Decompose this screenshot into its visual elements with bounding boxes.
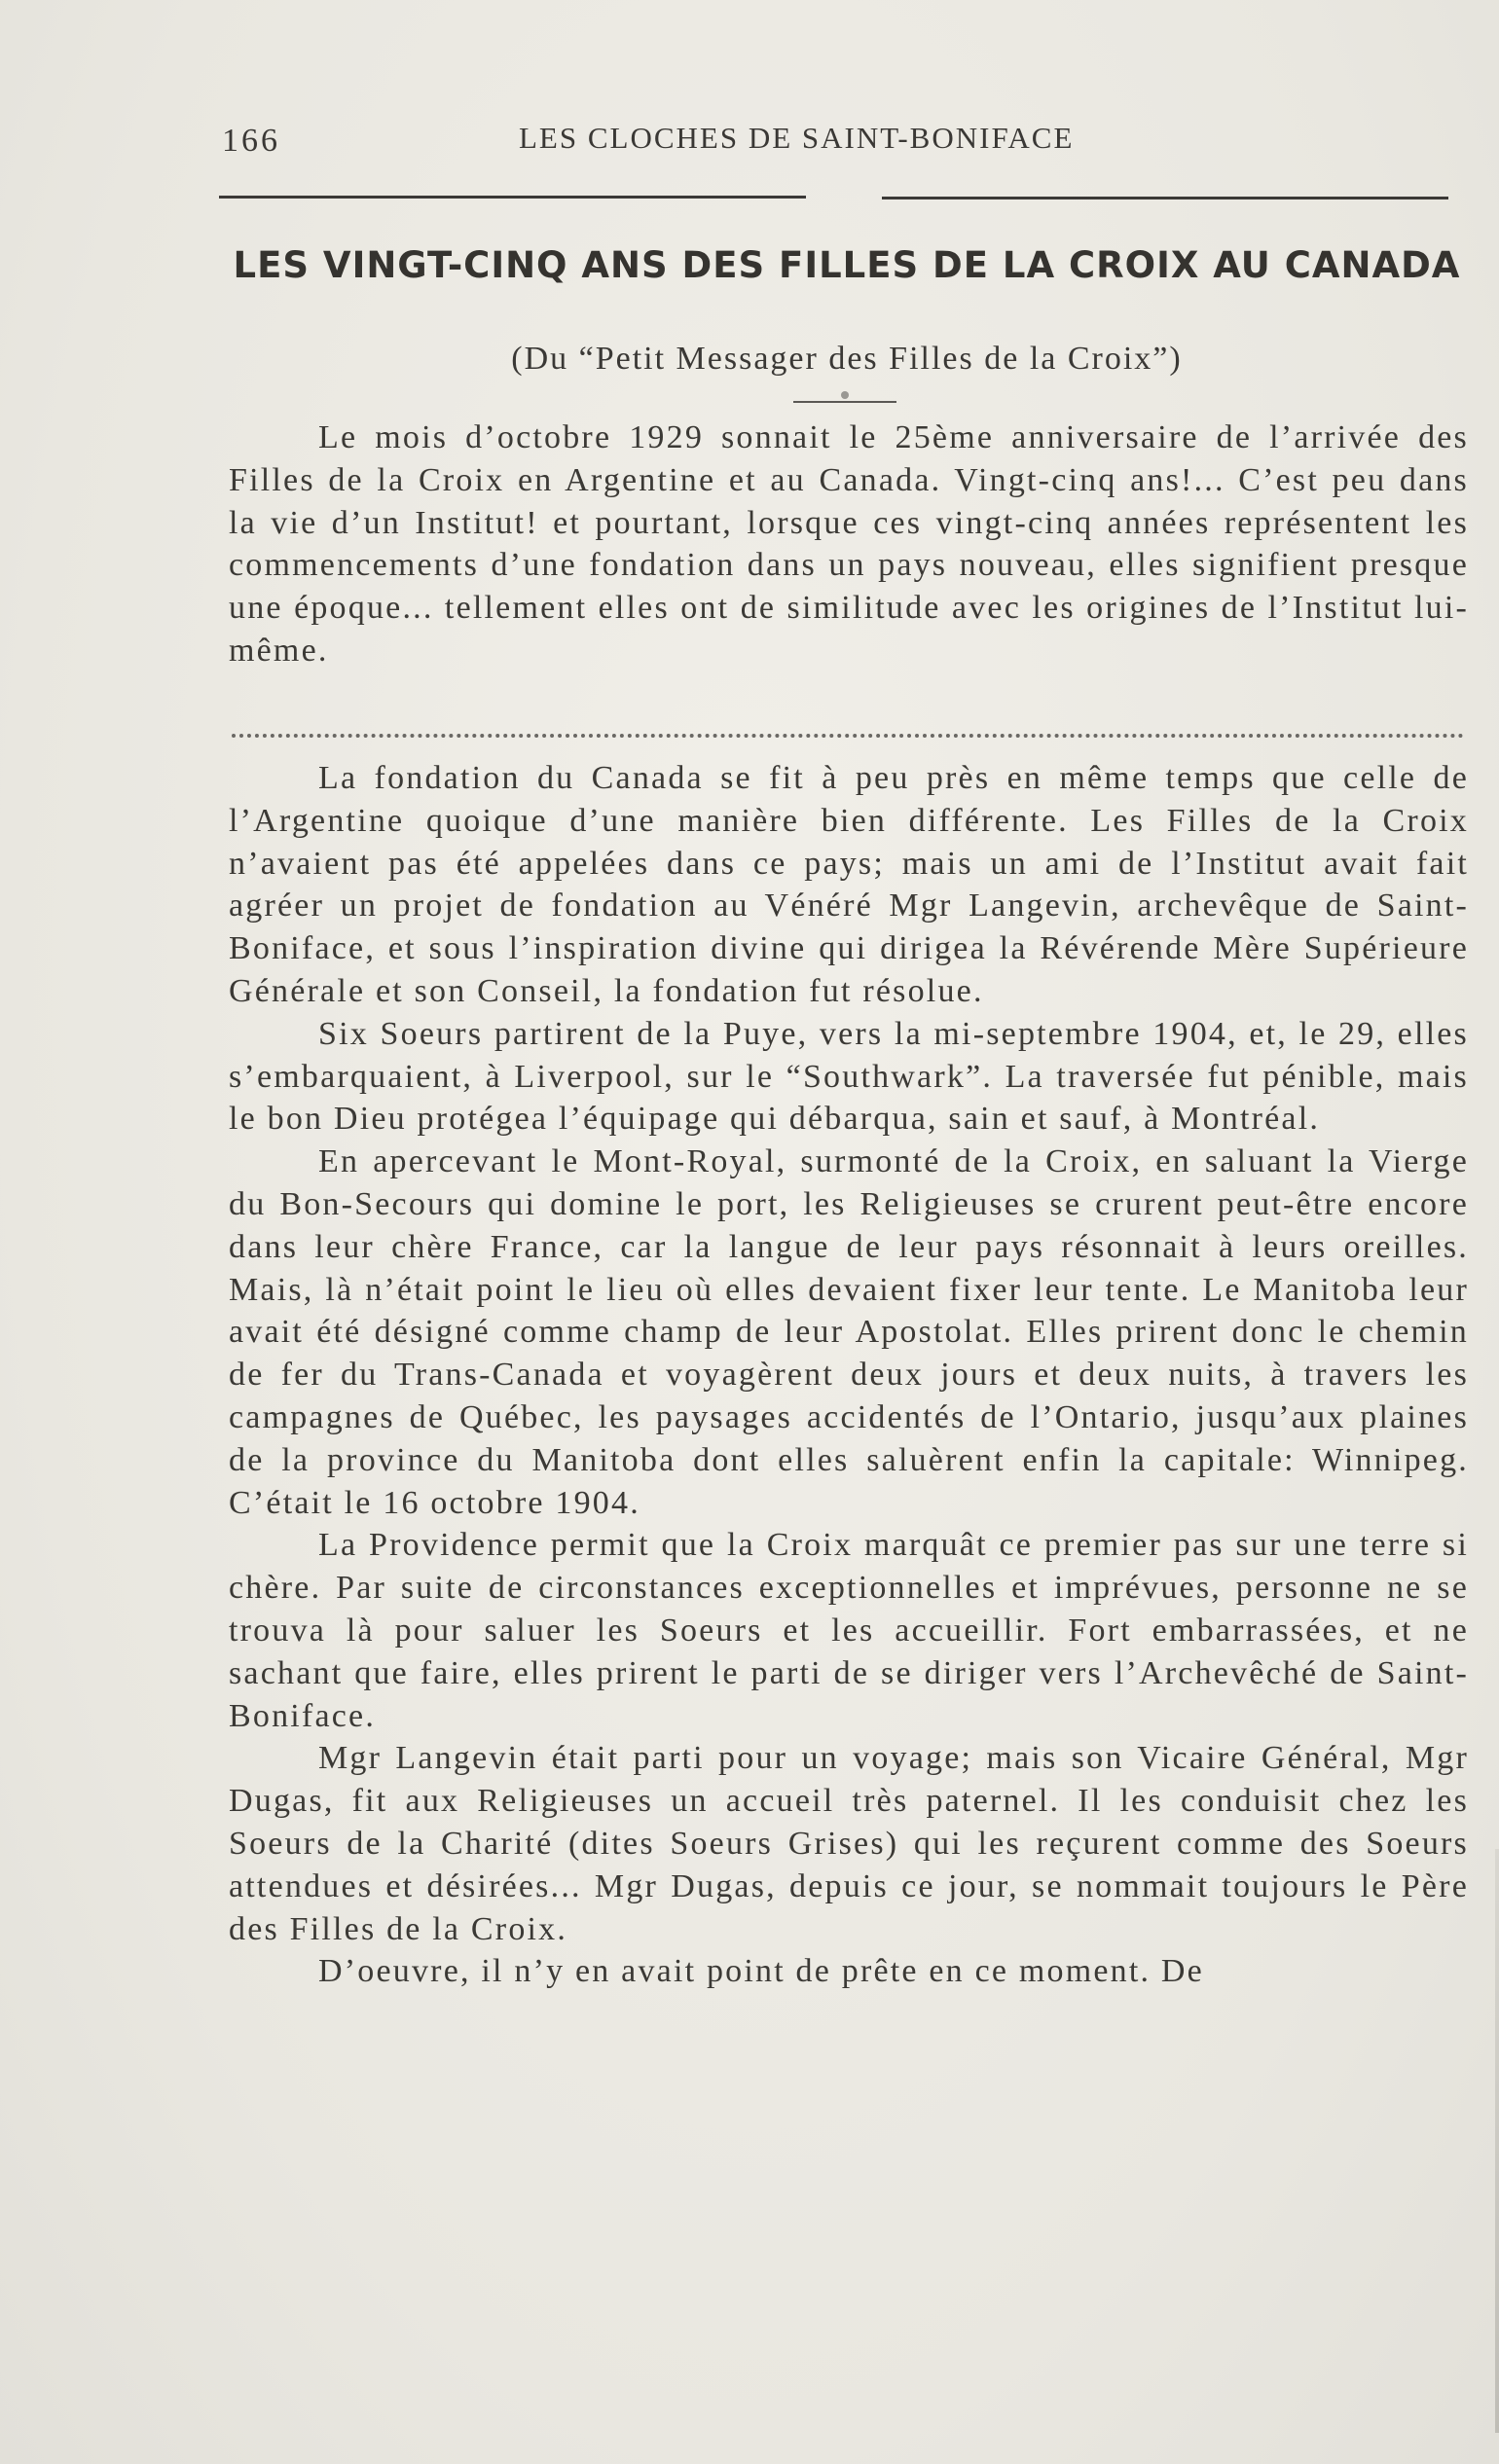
paragraph: D’oeuvre, il n’y en avait point de prête en ce moment. De (318, 1953, 1204, 1990)
intro-section (229, 417, 1469, 672)
paragraph: Six Soeurs partirent de la Puye, vers la mi-septembre 1904, et, le 29, elles s’embarquaient, à Liverpool, sur le “Southwark”. La traversée fut pénible, mais le bon Dieu protégea l’équipage qui débarqua, sain et sauf, à Montréal. (229, 1015, 1469, 1138)
ornament-rule (793, 401, 896, 403)
paragraph: La Providence permit que la Croix marquât ce premier pas sur une terre si chère. Par suite de circonstances exceptionnelles et imprévues, personne ne se trouva là pour saluer les Soeurs et les accueillir. Fort embarrassées, et ne sachant que faire, elles prirent le parti de se diriger vers l’Archevêché de Saint-Boniface. (229, 1527, 1469, 1734)
paragraph: Mgr Langevin était parti pour un voyage; mais son Vicaire Général, Mgr Dugas, fit aux Religieuses un accueil très paternel. Il les conduisit chez les Soeurs de la Charité (dites Soeurs Grises) qui les reçurent comme des Soeurs attendues et désirées... Mgr Dugas, depuis ce jour, se nommait toujours le Père des Filles de la Croix. (229, 1740, 1469, 1947)
running-head: LES CLOCHES DE SAINT-BONIFACE (519, 121, 1075, 155)
article-subtitle: (Du “Petit Messager des Filles de la Croix”) (511, 341, 1183, 377)
article-body (229, 757, 1469, 1993)
paragraph: La fondation du Canada se fit à peu près en même temps que celle de l’Argentine quoique d’une manière bien différente. Les Filles de la Croix n’avaient pas été appelées dans ce pays; mais un ami de l’Institut avait fait agréer un projet de fondation au Vénéré Mgr Langevin, archevêque de Saint-Boniface, et sous l’inspiration divine qui dirigea la Révérende Mère Supérieure Générale et son Conseil, la fondation fut résolue. (229, 760, 1469, 1009)
page-number: 166 (222, 123, 280, 159)
intro-paragraph: Le mois d’octobre 1929 sonnait le 25ème anniversaire de l’arrivée des Filles de la Croix en Argentine et au Canada. Vingt-cinq ans!... C’est peu dans la vie d’un Institut! et pourtant, lorsque ces vingt-cinq années représentent les commencements d’une fondation dans un pays nouveau, elles signifient presque une époque... tellement elles ont de similitude avec les origines de l’Institut lui-même. (229, 419, 1469, 669)
dotted-separator (232, 734, 1464, 738)
header-rule-right (882, 197, 1448, 199)
page-edge-shadow (1495, 1849, 1499, 2433)
page-header (222, 115, 1472, 173)
ornament-dot (841, 391, 849, 399)
article-title: LES VINGT-CINQ ANS DES FILLES DE LA CROIX AU CANADA (233, 244, 1461, 286)
paragraph: En apercevant le Mont-Royal, surmonté de la Croix, en saluant la Vierge du Bon-Secours qui domine le port, les Religieuses se crurent peut-être encore dans leur chère France, car la langue de leur pays résonnait à leurs oreilles. Mais, là n’était point le lieu où elles devaient fixer leur tente. Le Manitoba leur avait été désigné comme champ de leur Apostolat. Elles prirent donc le chemin de fer du Trans-Canada et voyagèrent deux jours et deux nuits, à travers les campagnes de Québec, les paysages accidentés de l’Ontario, jusqu’aux plaines de la province du Manitoba dont elles saluèrent enfin la capitale: Winnipeg. C’était le 16 octobre 1904. (229, 1143, 1469, 1521)
header-rule-left (219, 196, 806, 199)
